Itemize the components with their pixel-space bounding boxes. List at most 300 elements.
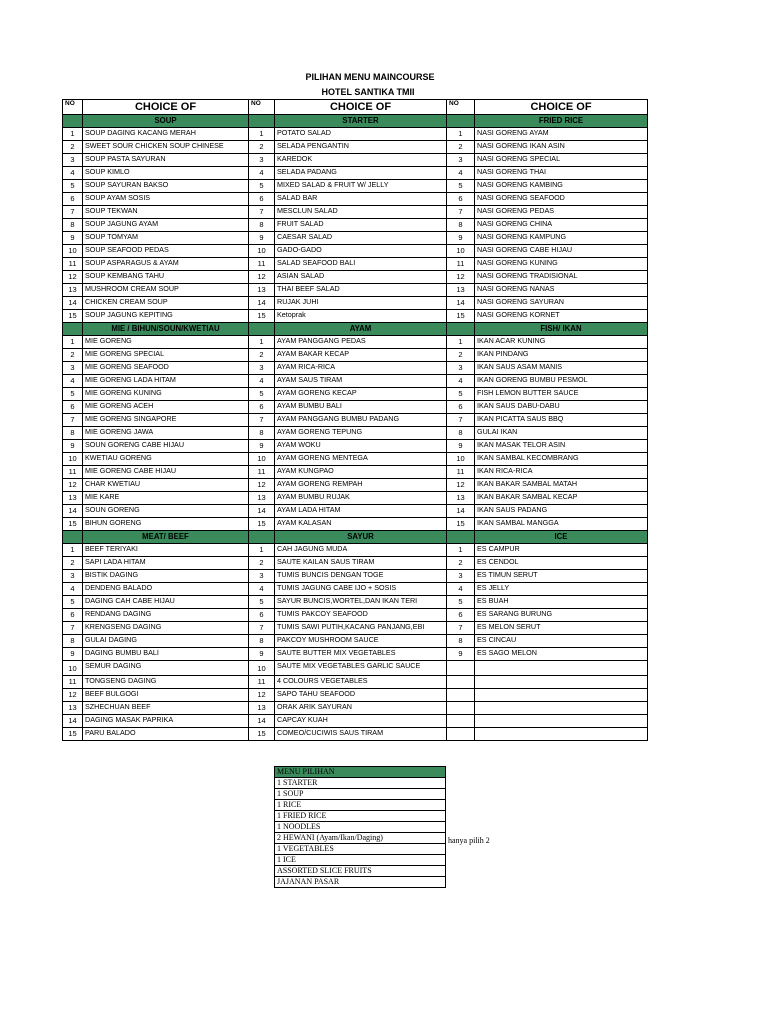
item-number: 1 <box>249 336 275 349</box>
menu-item: NASI GORENG NANAS <box>475 284 648 297</box>
menu-pilihan-row <box>275 877 446 888</box>
item-number: 3 <box>447 362 475 375</box>
item-number: 14 <box>447 297 475 310</box>
menu-row <box>63 414 648 427</box>
menu-item: AYAM KUNGPAO <box>275 466 447 479</box>
item-number: 11 <box>63 676 83 689</box>
menu-item: MIE GORENG SINGAPORE <box>83 414 249 427</box>
menu-row <box>63 375 648 388</box>
item-number: 9 <box>249 648 275 661</box>
menu-item: MIE GORENG SEAFOOD <box>83 362 249 375</box>
category-spacer <box>63 115 83 128</box>
item-number: 7 <box>63 414 83 427</box>
item-number: 8 <box>447 219 475 232</box>
menu-pilihan-row <box>275 855 446 866</box>
menu-item: BISTIK DAGING <box>83 570 249 583</box>
menu-item: NASI GORENG CABE HIJAU <box>475 245 648 258</box>
menu-row <box>63 245 648 258</box>
item-number: 12 <box>447 479 475 492</box>
menu-pilihan-header-row <box>275 767 446 778</box>
empty-cell <box>475 715 648 728</box>
menu-item: SOUN GORENG <box>83 505 249 518</box>
menu-row <box>63 388 648 401</box>
menu-row <box>63 440 648 453</box>
item-number: 13 <box>447 284 475 297</box>
no-header: NO <box>447 100 475 115</box>
item-number: 6 <box>447 401 475 414</box>
category-row <box>63 531 648 544</box>
menu-item: ES CENDOL <box>475 557 648 570</box>
item-number: 2 <box>63 349 83 362</box>
menu-pilihan-item: 1 ICE <box>275 855 446 866</box>
item-number: 13 <box>63 492 83 505</box>
menu-row <box>63 141 648 154</box>
item-number: 14 <box>249 715 275 728</box>
item-number: 2 <box>447 349 475 362</box>
item-number: 4 <box>63 375 83 388</box>
item-number: 13 <box>249 284 275 297</box>
category-spacer <box>249 531 275 544</box>
item-number: 4 <box>447 583 475 596</box>
item-number: 8 <box>447 635 475 648</box>
menu-item: SAPI LADA HITAM <box>83 557 249 570</box>
empty-cell <box>475 661 648 676</box>
menu-item: ES CAMPUR <box>475 544 648 557</box>
item-number: 11 <box>447 258 475 271</box>
menu-item: GULAI IKAN <box>475 427 648 440</box>
category-row <box>63 323 648 336</box>
menu-row <box>63 297 648 310</box>
menu-row <box>63 284 648 297</box>
choice-header: CHOICE OF <box>83 100 249 115</box>
item-number: 14 <box>63 715 83 728</box>
empty-cell <box>475 689 648 702</box>
menu-item: NASI GORENG KAMBING <box>475 180 648 193</box>
item-number: 15 <box>249 518 275 531</box>
item-number: 4 <box>447 167 475 180</box>
menu-item: THAI BEEF SALAD <box>275 284 447 297</box>
item-number: 10 <box>63 245 83 258</box>
item-number: 10 <box>447 245 475 258</box>
menu-item: CAESAR SALAD <box>275 232 447 245</box>
menu-item: GADO-GADO <box>275 245 447 258</box>
menu-row <box>63 622 648 635</box>
item-number: 6 <box>63 193 83 206</box>
item-number: 13 <box>63 284 83 297</box>
menu-item: IKAN PINDANG <box>475 349 648 362</box>
item-number: 1 <box>63 544 83 557</box>
menu-row <box>63 505 648 518</box>
category-spacer <box>447 531 475 544</box>
item-number: 3 <box>63 362 83 375</box>
menu-row <box>63 466 648 479</box>
menu-item: AYAM KALASAN <box>275 518 447 531</box>
menu-item: AYAM RICA-RICA <box>275 362 447 375</box>
menu-row <box>63 349 648 362</box>
category-name: MEAT/ BEEF <box>83 531 249 544</box>
menu-pilihan-row <box>275 833 446 844</box>
item-number: 2 <box>249 141 275 154</box>
menu-pilihan-row <box>275 800 446 811</box>
menu-table <box>62 99 648 741</box>
menu-item: IKAN BAKAR SAMBAL KECAP <box>475 492 648 505</box>
menu-row <box>63 336 648 349</box>
category-name: ICE <box>475 531 648 544</box>
item-number: 13 <box>249 702 275 715</box>
menu-item: AYAM LADA HITAM <box>275 505 447 518</box>
item-number: 5 <box>249 388 275 401</box>
item-number: 3 <box>447 154 475 167</box>
item-number: 11 <box>249 676 275 689</box>
menu-item: IKAN SAUS PADANG <box>475 505 648 518</box>
item-number: 15 <box>63 728 83 741</box>
item-number: 15 <box>447 518 475 531</box>
item-number: 2 <box>249 349 275 362</box>
menu-pilihan-table <box>274 766 446 888</box>
item-number: 2 <box>447 141 475 154</box>
page-title: PILIHAN MENU MAINCOURSE <box>305 72 435 82</box>
menu-item: MIE GORENG CABE HIJAU <box>83 466 249 479</box>
category-row <box>63 115 648 128</box>
no-header: NO <box>249 100 275 115</box>
menu-item: AYAM BAKAR KECAP <box>275 349 447 362</box>
menu-item: IKAN SAMBAL KECOMBRANG <box>475 453 648 466</box>
menu-item: IKAN PICATTA SAUS BBQ <box>475 414 648 427</box>
menu-item: AYAM GORENG REMPAH <box>275 479 447 492</box>
menu-item: NASI GORENG CHINA <box>475 219 648 232</box>
menu-item: IKAN ACAR KUNING <box>475 336 648 349</box>
menu-item: DAGING CAH CABE HIJAU <box>83 596 249 609</box>
item-number: 12 <box>63 271 83 284</box>
menu-item: NASI GORENG PEDAS <box>475 206 648 219</box>
category-spacer <box>63 323 83 336</box>
menu-item: ES CINCAU <box>475 635 648 648</box>
menu-item: SAPO TAHU SEAFOOD <box>275 689 447 702</box>
menu-item: CHICKEN CREAM SOUP <box>83 297 249 310</box>
item-number: 3 <box>447 570 475 583</box>
empty-cell <box>475 676 648 689</box>
menu-pilihan-item: 1 VEGETABLES <box>275 844 446 855</box>
menu-item: COMEO/CUCIWIS SAUS TIRAM <box>275 728 447 741</box>
menu-item: PAKCOY MUSHROOM SAUCE <box>275 635 447 648</box>
menu-row <box>63 193 648 206</box>
item-number: 5 <box>63 180 83 193</box>
menu-item: NASI GORENG SAYURAN <box>475 297 648 310</box>
item-number: 5 <box>447 596 475 609</box>
menu-item: ES MELON SERUT <box>475 622 648 635</box>
category-spacer <box>249 323 275 336</box>
menu-item: MIE KARE <box>83 492 249 505</box>
menu-item: AYAM BUMBU RUJAK <box>275 492 447 505</box>
menu-item: SOUP JAGUNG KEPITING <box>83 310 249 323</box>
menu-pilihan-item: 2 HEWANI (Ayam/Ikan/Daging) <box>275 833 446 844</box>
item-number: 15 <box>63 310 83 323</box>
menu-row <box>63 310 648 323</box>
menu-row <box>63 676 648 689</box>
menu-item: NASI GORENG AYAM <box>475 128 648 141</box>
item-number: 7 <box>447 414 475 427</box>
empty-cell <box>447 728 475 741</box>
menu-row <box>63 570 648 583</box>
menu-item: TONGSENG DAGING <box>83 676 249 689</box>
menu-item: IKAN SAMBAL MANGGA <box>475 518 648 531</box>
item-number: 12 <box>447 271 475 284</box>
menu-row <box>63 453 648 466</box>
menu-item: KRENGSENG DAGING <box>83 622 249 635</box>
item-number: 1 <box>63 336 83 349</box>
menu-item: 4 COLOURS VEGETABLES <box>275 676 447 689</box>
item-number: 7 <box>447 622 475 635</box>
item-number: 1 <box>249 128 275 141</box>
choice-header: CHOICE OF <box>475 100 648 115</box>
item-number: 13 <box>249 492 275 505</box>
menu-item: SAYUR BUNCIS,WORTEL,DAN IKAN TERI <box>275 596 447 609</box>
menu-item: MUSHROOM CREAM SOUP <box>83 284 249 297</box>
menu-row <box>63 232 648 245</box>
menu-row <box>63 689 648 702</box>
menu-item: ES TIMUN SERUT <box>475 570 648 583</box>
menu-item: AYAM PANGGANG BUMBU PADANG <box>275 414 447 427</box>
menu-item: CHAR KWETIAU <box>83 479 249 492</box>
item-number: 11 <box>249 258 275 271</box>
menu-item: FISH LEMON BUTTER SAUCE <box>475 388 648 401</box>
menu-item: ASIAN SALAD <box>275 271 447 284</box>
menu-item: IKAN SAUS ASAM MANIS <box>475 362 648 375</box>
menu-item: SEMUR DAGING <box>83 661 249 676</box>
menu-item: IKAN RICA-RICA <box>475 466 648 479</box>
menu-item: DAGING BUMBU BALI <box>83 648 249 661</box>
menu-pilihan-row <box>275 789 446 800</box>
item-number: 10 <box>249 661 275 676</box>
category-spacer <box>447 323 475 336</box>
menu-row <box>63 206 648 219</box>
menu-item: ES BUAH <box>475 596 648 609</box>
menu-item: KAREDOK <box>275 154 447 167</box>
item-number: 12 <box>249 689 275 702</box>
no-header: NO <box>63 100 83 115</box>
item-number: 9 <box>447 232 475 245</box>
item-number: 3 <box>249 154 275 167</box>
item-number: 9 <box>447 648 475 661</box>
menu-pilihan-item: JAJANAN PASAR <box>275 877 446 888</box>
menu-item: TUMIS BUNCIS DENGAN TOGE <box>275 570 447 583</box>
menu-item: SOUN GORENG CABE HIJAU <box>83 440 249 453</box>
item-number: 12 <box>249 271 275 284</box>
menu-row <box>63 492 648 505</box>
menu-item: SOUP TOMYAM <box>83 232 249 245</box>
item-number: 2 <box>63 141 83 154</box>
item-number: 14 <box>249 297 275 310</box>
item-number: 4 <box>249 167 275 180</box>
menu-row <box>63 715 648 728</box>
item-number: 14 <box>63 297 83 310</box>
item-number: 14 <box>447 505 475 518</box>
menu-item: SAUTE BUTTER MIX VEGETABLES <box>275 648 447 661</box>
category-name: SAYUR <box>275 531 447 544</box>
item-number: 5 <box>249 596 275 609</box>
menu-item: SALAD SEAFOOD BALI <box>275 258 447 271</box>
item-number: 15 <box>249 728 275 741</box>
menu-item: SOUP KEMBANG TAHU <box>83 271 249 284</box>
menu-item: AYAM BUMBU BALI <box>275 401 447 414</box>
menu-row <box>63 557 648 570</box>
item-number: 5 <box>63 596 83 609</box>
item-number: 7 <box>249 206 275 219</box>
menu-pilihan-row <box>275 778 446 789</box>
menu-item: SOUP KIMLO <box>83 167 249 180</box>
menu-item: BEEF BULGOGI <box>83 689 249 702</box>
menu-item: NASI GORENG KAMPUNG <box>475 232 648 245</box>
item-number: 3 <box>249 362 275 375</box>
item-number: 6 <box>447 609 475 622</box>
menu-row <box>63 258 648 271</box>
menu-pilihan-row <box>275 866 446 877</box>
menu-row <box>63 128 648 141</box>
item-number: 8 <box>249 427 275 440</box>
menu-item: MESCLUN SALAD <box>275 206 447 219</box>
menu-pilihan-row <box>275 811 446 822</box>
menu-item: SOUP SEAFOOD PEDAS <box>83 245 249 258</box>
item-number: 3 <box>63 570 83 583</box>
item-number: 4 <box>249 583 275 596</box>
menu-item: ES JELLY <box>475 583 648 596</box>
item-number: 14 <box>249 505 275 518</box>
item-number: 8 <box>63 635 83 648</box>
category-name: MIE / BIHUN/SOUN/KWETIAU <box>83 323 249 336</box>
menu-item: AYAM WOKU <box>275 440 447 453</box>
menu-item: NASI GORENG KUNING <box>475 258 648 271</box>
menu-item: IKAN SAUS DABU-DABU <box>475 401 648 414</box>
menu-item: ES SAGO MELON <box>475 648 648 661</box>
item-number: 3 <box>63 154 83 167</box>
category-spacer <box>249 115 275 128</box>
menu-table-body <box>63 100 648 741</box>
menu-item: SOUP DAGING KACANG MERAH <box>83 128 249 141</box>
menu-item: FRUIT SALAD <box>275 219 447 232</box>
item-number: 1 <box>447 336 475 349</box>
menu-item: CAH JAGUNG MUDA <box>275 544 447 557</box>
item-number: 9 <box>249 232 275 245</box>
menu-row <box>63 362 648 375</box>
item-number: 9 <box>63 440 83 453</box>
item-number: 11 <box>447 466 475 479</box>
menu-row <box>63 728 648 741</box>
menu-pilihan-header: MENU PILIHAN <box>275 767 446 778</box>
menu-row <box>63 648 648 661</box>
menu-item: POTATO SALAD <box>275 128 447 141</box>
menu-item: MIE GORENG SPECIAL <box>83 349 249 362</box>
menu-row <box>63 479 648 492</box>
menu-item: GULAI DAGING <box>83 635 249 648</box>
item-number: 8 <box>249 635 275 648</box>
menu-row <box>63 154 648 167</box>
item-number: 2 <box>63 557 83 570</box>
menu-item: MIE GORENG LADA HITAM <box>83 375 249 388</box>
empty-cell <box>447 661 475 676</box>
header-row <box>63 100 648 115</box>
menu-item: ORAK ARIK SAYURAN <box>275 702 447 715</box>
menu-item: AYAM SAUS TIRAM <box>275 375 447 388</box>
menu-item: AYAM GORENG MENTEGA <box>275 453 447 466</box>
item-number: 6 <box>63 609 83 622</box>
menu-item: SWEET SOUR CHICKEN SOUP CHINESE <box>83 141 249 154</box>
empty-cell <box>447 702 475 715</box>
category-name: STARTER <box>275 115 447 128</box>
category-name: AYAM <box>275 323 447 336</box>
item-number: 13 <box>447 492 475 505</box>
menu-item: SOUP PASTA SAYURAN <box>83 154 249 167</box>
menu-item: SELADA PADANG <box>275 167 447 180</box>
item-number: 3 <box>249 570 275 583</box>
menu-item: NASI GORENG KORNET <box>475 310 648 323</box>
empty-cell <box>447 715 475 728</box>
item-number: 7 <box>63 206 83 219</box>
item-number: 1 <box>447 128 475 141</box>
menu-pilihan-item: 1 SOUP <box>275 789 446 800</box>
menu-item: IKAN MASAK TELOR ASIN <box>475 440 648 453</box>
menu-pilihan-row <box>275 822 446 833</box>
item-number: 6 <box>249 193 275 206</box>
item-number: 5 <box>447 388 475 401</box>
item-number: 15 <box>249 310 275 323</box>
item-number: 7 <box>249 414 275 427</box>
item-number: 4 <box>63 167 83 180</box>
item-number: 6 <box>249 401 275 414</box>
item-number: 10 <box>249 245 275 258</box>
category-name: FRIED RICE <box>475 115 648 128</box>
item-number: 10 <box>63 453 83 466</box>
menu-pilihan-item: 1 RICE <box>275 800 446 811</box>
item-number: 4 <box>249 375 275 388</box>
category-spacer <box>63 531 83 544</box>
item-number: 6 <box>63 401 83 414</box>
item-number: 10 <box>249 453 275 466</box>
menu-row <box>63 180 648 193</box>
item-number: 9 <box>63 648 83 661</box>
item-number: 2 <box>249 557 275 570</box>
selection-note: hanya pilih 2 <box>448 836 490 845</box>
menu-item: BEEF TERIYAKI <box>83 544 249 557</box>
choice-header: CHOICE OF <box>275 100 447 115</box>
item-number: 7 <box>63 622 83 635</box>
menu-pilihan-item: ASSORTED SLICE FRUITS <box>275 866 446 877</box>
item-number: 9 <box>249 440 275 453</box>
item-number: 4 <box>63 583 83 596</box>
item-number: 8 <box>63 219 83 232</box>
menu-item: CAPCAY KUAH <box>275 715 447 728</box>
menu-row <box>63 401 648 414</box>
menu-item: TUMIS JAGUNG CABE IJO + SOSIS <box>275 583 447 596</box>
menu-item: SOUP TEKWAN <box>83 206 249 219</box>
item-number: 5 <box>63 388 83 401</box>
menu-item: NASI GORENG THAI <box>475 167 648 180</box>
category-name: FISH/ IKAN <box>475 323 648 336</box>
menu-item: SAUTE MIX VEGETABLES GARLIC SAUCE <box>275 661 447 676</box>
menu-item: PARU BALADO <box>83 728 249 741</box>
item-number: 8 <box>63 427 83 440</box>
item-number: 11 <box>249 466 275 479</box>
menu-item: AYAM GORENG TEPUNG <box>275 427 447 440</box>
menu-item: SAUTE KAILAN SAUS TIRAM <box>275 557 447 570</box>
menu-item: ES SARANG BURUNG <box>475 609 648 622</box>
item-number: 15 <box>447 310 475 323</box>
menu-item: NASI GORENG SEAFOOD <box>475 193 648 206</box>
item-number: 2 <box>447 557 475 570</box>
item-number: 14 <box>63 505 83 518</box>
item-number: 1 <box>63 128 83 141</box>
item-number: 12 <box>63 689 83 702</box>
item-number: 10 <box>447 453 475 466</box>
